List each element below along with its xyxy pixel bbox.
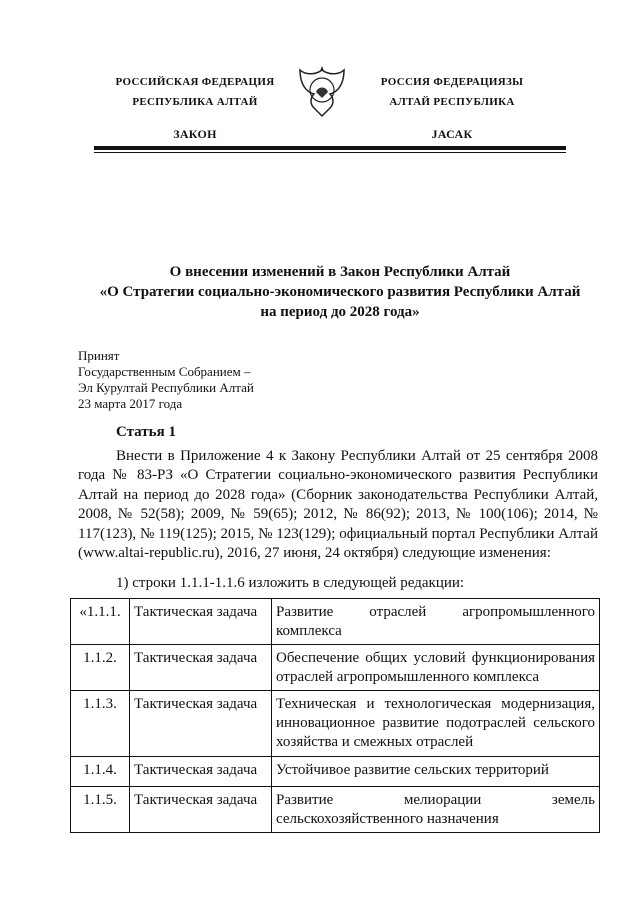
task-code: 1.1.2. — [71, 645, 130, 691]
header-right-law: JАСАК — [431, 127, 473, 141]
article-item: 1) строки 1.1.1-1.1.6 изложить в следующей редакции: — [116, 575, 465, 591]
task-code: «1.1.1. — [71, 599, 130, 645]
task-description: Развитие мелиорации земель сельскохозяйственного назначения — [272, 787, 600, 833]
task-kind: Тактическая задача — [130, 645, 272, 691]
task-kind: Тактическая задача — [130, 691, 272, 757]
article-paragraph: Внести в Приложение 4 к Закону Республики Алтай от 25 сентября 2008 года № 83-РЗ «О Стратегии социально-экономического развития Республики Алтай на период до 2028 года» (Сборник законодательства Республики Алтай, 2008, № 52(58); 2009, № 59(65); 2012, № 86(92); 2013, № 100(106); 2014, № 117(123), № 119(125); 2015, № 123(129); официальный портал Республики Алтай (www.altai-republic.ru), 2016, 27 июня, 24 октября) следующие изменения: — [78, 448, 598, 562]
header-right-block — [352, 72, 552, 144]
table-row — [71, 787, 600, 833]
table-row — [71, 599, 600, 645]
adoption-info — [78, 348, 254, 412]
header-right-country: РОССИЯ ФЕДЕРАЦИЯЗЫ — [380, 76, 524, 88]
adoption-line: Эл Курултай Республики Алтай — [78, 380, 254, 395]
header-left-country: РОССИЙСКАЯ ФЕДЕРАЦИЯ — [115, 76, 275, 88]
task-description: Развитие отраслей агропромышленного комплекса — [272, 599, 600, 645]
header-left-block — [95, 72, 295, 144]
task-code: 1.1.3. — [71, 691, 130, 757]
law-title-line: О внесении изменений в Закон Республики Алтай — [169, 264, 511, 280]
table-row — [71, 691, 600, 757]
task-description: Устойчивое развитие сельских территорий — [272, 757, 600, 787]
header-right-republic: АЛТАЙ РЕСПУБЛИКА — [389, 96, 515, 108]
table-row — [71, 757, 600, 787]
header-left-republic: РЕСПУБЛИКА АЛТАЙ — [132, 96, 258, 108]
adoption-date: 23 марта 2017 года — [78, 396, 183, 411]
article-heading: Статья 1 — [116, 424, 176, 440]
header-divider-thick — [94, 146, 566, 150]
table-row — [71, 645, 600, 691]
adoption-line: Государственным Собранием – — [78, 364, 251, 379]
header-left-law: ЗАКОН — [173, 127, 217, 141]
header-divider-thin — [94, 152, 566, 153]
task-kind: Тактическая задача — [130, 757, 272, 787]
law-title — [70, 262, 610, 322]
task-code: 1.1.4. — [71, 757, 130, 787]
task-description: Техническая и технологическая модернизация, инновационное развитие подотраслей сельского хозяйства и смежных отраслей — [272, 691, 600, 757]
task-code: 1.1.5. — [71, 787, 130, 833]
task-description: Обеспечение общих условий функционирования отраслей агропромышленного комплекса — [272, 645, 600, 691]
coat-of-arms-icon — [296, 64, 348, 120]
adoption-line: Принят — [78, 348, 120, 363]
task-kind: Тактическая задача — [130, 599, 272, 645]
law-title-line: на период до 2028 года» — [260, 304, 420, 320]
law-title-line: «О Стратегии социально-экономического развития Республики Алтай — [99, 284, 581, 300]
task-kind: Тактическая задача — [130, 787, 272, 833]
tasks-table — [70, 598, 600, 833]
